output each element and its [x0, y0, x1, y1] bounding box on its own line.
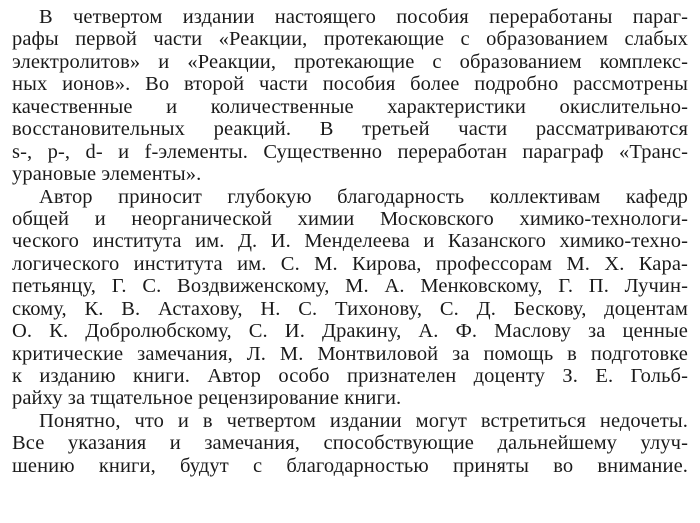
text-line: к изданию книги. Автор особо признателен доценту З. Е. Гольб- — [12, 365, 688, 387]
text-line: Автор приносит глубокую благодарность коллективам кафедр — [39, 185, 688, 208]
text-line: Все указания и замечания, способствующие дальнейшему улуч- — [12, 432, 688, 455]
text-line: В четвертом издании настоящего пособия переработаны параг- — [39, 6, 688, 28]
text-line: критические замечания, Л. М. Монтвиловой за помощь в подготовке — [12, 342, 688, 365]
text-line: скому, К. В. Астахову, Н. С. Тихонову, С. Д. Бескову, доцентам — [12, 297, 688, 320]
text-line: общей и неорганической химии Московского химико-технологи- — [12, 207, 688, 230]
text-line: урановые элементы». — [12, 163, 202, 186]
text-line: шению книги, будут с благодарностью приняты во внимание. — [12, 454, 688, 477]
text-line: s-, p-, d- и f-элементы. Существенно переработан параграф «Транс- — [12, 140, 688, 163]
text-line: О. К. Добролюбскому, С. И. Дракину, А. Ф. Маслову за ценные — [12, 320, 688, 343]
text-line: логического института им. С. М. Кирова, профессорам М. Х. Кара- — [12, 252, 688, 275]
preface-text — [12, 6, 688, 477]
text-line: электролитов» и «Реакции, протекающие с образованием комплекс- — [12, 50, 688, 73]
text-line: райху за тщательное рецензирование книги. — [12, 387, 402, 410]
text-line: Понятно, что и в четвертом издании могут встретиться недочеты. — [39, 409, 688, 432]
paragraph-feedback — [12, 410, 688, 477]
text-line: рафы первой части «Реакции, протекающие с образованием слабых — [12, 28, 688, 51]
text-line: качественные и количественные характеристики окислительно- — [12, 95, 688, 118]
text-line: ческого института им. Д. И. Менделеева и Казанского химико-техно- — [12, 230, 688, 253]
text-line: ных ионов». Во второй части пособия более подробно рассмотрены — [12, 73, 688, 96]
text-line: восстановительных реакций. В третьей части рассматриваются — [12, 118, 688, 141]
paragraph-revisions — [12, 6, 688, 186]
paragraph-acknowledgements — [12, 186, 688, 410]
text-line: петьянцу, Г. С. Воздвиженскому, М. А. Менковскому, Г. П. Лучин- — [12, 275, 688, 298]
